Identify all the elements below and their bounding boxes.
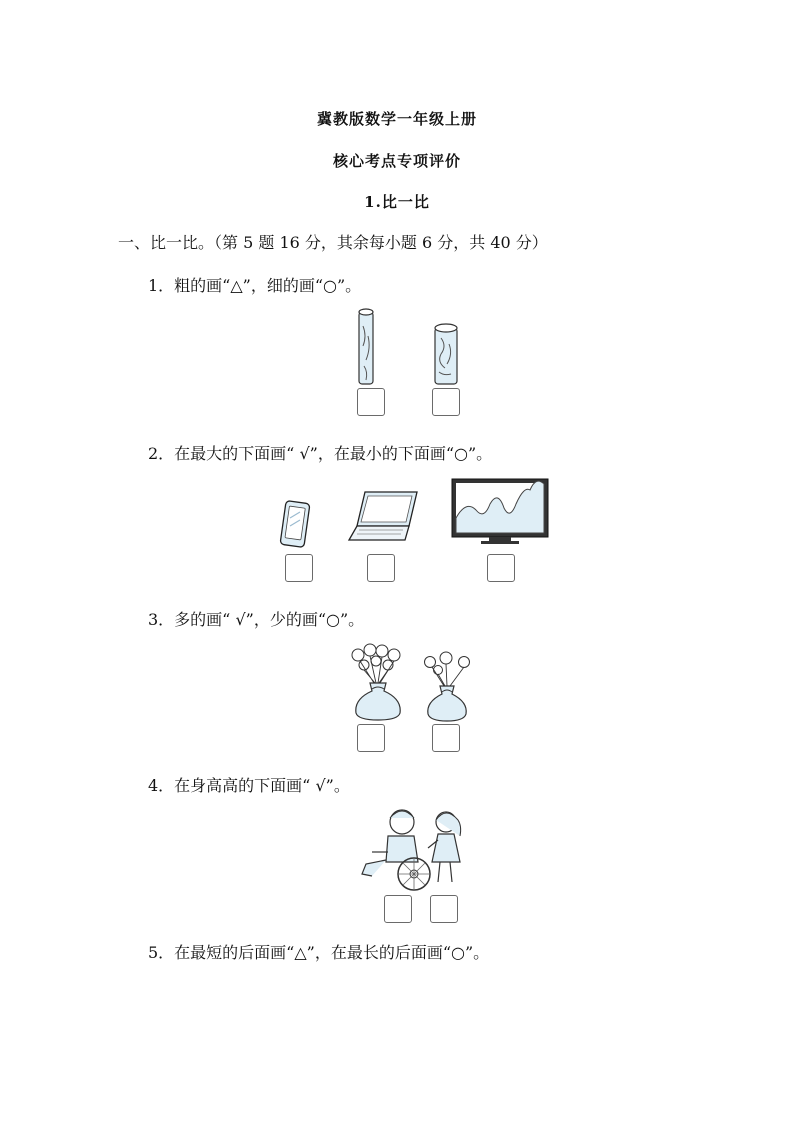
- monitor-illustration: [451, 478, 549, 546]
- question-2: 2．在最大的下面画“ √”，在最小的下面画“○”。: [148, 444, 493, 463]
- q2-answer-box-phone[interactable]: [285, 554, 313, 582]
- question-3: 3．多的画“ √”，少的画“○”。: [148, 610, 365, 629]
- thin-log-illustration: [355, 306, 385, 386]
- section-heading: 一、比一比。（第 5 题 16 分，其余每小题 6 分，共 40 分）: [118, 233, 548, 252]
- book-title: 冀教版数学一年级上册: [316, 110, 477, 128]
- question-4: 4．在身高高的下面画“ √”。: [148, 776, 350, 795]
- subtitle: 核心考点专项评价: [332, 152, 461, 170]
- lesson-title: 1.比一比: [364, 193, 430, 211]
- q2-answer-box-laptop[interactable]: [367, 554, 395, 582]
- smartphone-illustration: [280, 500, 312, 548]
- q3-answer-box-right[interactable]: [432, 724, 460, 752]
- q2-answer-box-monitor[interactable]: [487, 554, 515, 582]
- girl-pushing-wheelchair-illustration: [428, 808, 468, 888]
- vase-more-flowers-illustration: [348, 643, 408, 721]
- q1-answer-box-thick[interactable]: [432, 388, 460, 416]
- question-5: 5．在最短的后面画“△”，在最长的后面画“○”。: [148, 943, 490, 962]
- q4-answer-box-boy[interactable]: [384, 895, 412, 923]
- boy-in-wheelchair-illustration: [358, 804, 438, 894]
- q4-answer-box-girl[interactable]: [430, 895, 458, 923]
- q3-answer-box-left[interactable]: [357, 724, 385, 752]
- thick-log-illustration: [433, 322, 463, 386]
- question-1: 1．粗的画“△”，细的画“○”。: [148, 276, 362, 295]
- laptop-illustration: [347, 490, 419, 542]
- vase-fewer-flowers-illustration: [420, 650, 476, 722]
- q1-answer-box-thin[interactable]: [357, 388, 385, 416]
